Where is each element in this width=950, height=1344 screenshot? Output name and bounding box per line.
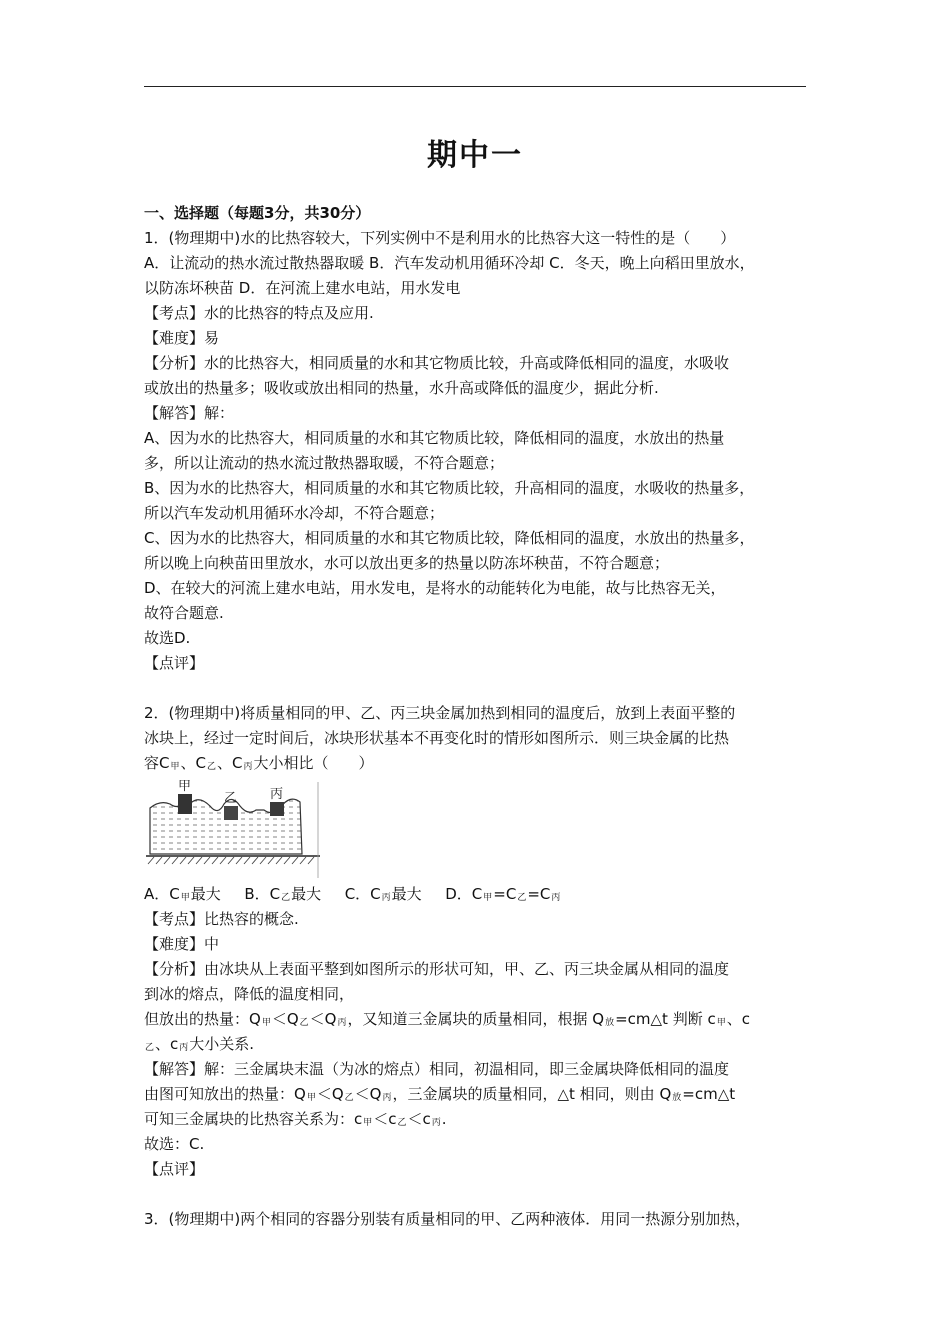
- q1-kaodian: 【考点】水的比热容的特点及应用.: [144, 304, 374, 322]
- label-yi: 乙: [224, 791, 238, 806]
- label-jia: 甲: [178, 780, 192, 794]
- q1-d-line-1: D、在较大的河流上建水电站，用水发电，是将水的动能转化为电能，故与比热容无关，: [144, 579, 726, 597]
- q1-d-line-2: 故符合题意.: [144, 604, 224, 622]
- q1-fenxi-line-1: 【分析】水的比热容大，相同质量的水和其它物质比较，升高或降低相同的温度，水吸收: [144, 354, 730, 372]
- metal-block-yi: [224, 806, 238, 820]
- section-heading: 一、选择题（每题3分，共30分）: [144, 204, 371, 222]
- q1-options-line-2: 以防冻坏秧苗 D．在河流上建水电站，用水发电: [144, 279, 461, 297]
- q2-fenxi-line-4: $_乙$、$c_丙$大小关系.: [145, 1035, 255, 1053]
- q2-jieda-line-3: 可知三金属块的比热容关系为：$c_甲<c_乙<c_丙$.: [144, 1110, 447, 1128]
- q2-fenxi-line-2: 到冰的熔点，降低的温度相同，: [144, 985, 355, 1003]
- page-title: 期中一: [427, 138, 523, 173]
- q1-dianping: 【点评】: [144, 654, 205, 672]
- header-rule: [144, 86, 806, 87]
- q1-b-line-2: 所以汽车发动机用循环水冷却，不符合题意；: [144, 504, 445, 522]
- q2-options: A．$C_甲$最大 B．$C_乙$最大 C．$C_丙$最大 D．$C_甲=C_乙=C_丙$: [144, 885, 561, 903]
- q2-dianping: 【点评】: [144, 1160, 205, 1178]
- q1-nandu: 【难度】易: [144, 329, 220, 347]
- q1-jieda: 【解答】解：: [144, 404, 235, 422]
- q1-stem: 1．(物理期中)水的比热容较大，下列实例中不是利用水的比热容大这一特性的是（ ）: [144, 229, 736, 247]
- q3-stem-line-1: 3．(物理期中)两个相同的容器分别装有质量相同的甲、乙两种液体．用同一热源分别加热，: [144, 1210, 751, 1228]
- q2-stem-line-3: 容$C_甲$、$C_乙$、$C_丙$大小相比（ ）: [144, 754, 374, 772]
- q2-kaodian: 【考点】比热容的概念.: [144, 910, 299, 928]
- document-body: [144, 201, 820, 1232]
- q2-nandu: 【难度】中: [144, 935, 220, 953]
- ice-block-figure: [144, 776, 820, 882]
- q1-fenxi-line-2: 或放出的热量多；吸收或放出相同的热量，水升高或降低的温度少，据此分析.: [144, 379, 659, 397]
- q1-options-line-1: A．让流动的热水流过散热器取暖 B．汽车发动机用循环冷却 C．冬天，晚上向稻田里放水，: [144, 254, 755, 272]
- q2-jieda-line-2: 由图可知放出的热量：$Q_甲<Q_乙<Q_丙$，三金属块的质量相同，△t 相同，则由 $Q_放=cm\triangle t$: [144, 1085, 736, 1103]
- q1-a-line-1: A、因为水的比热容大，相同质量的水和其它物质比较，降低相同的温度，水放出的热量: [144, 429, 725, 447]
- q2-stem-line-1: 2．(物理期中)将质量相同的甲、乙、丙三块金属加热到相同的温度后，放到上表面平整的: [144, 704, 736, 722]
- q1-b-line-1: B、因为水的比热容大，相同质量的水和其它物质比较，升高相同的温度，水吸收的热量多，: [144, 479, 755, 497]
- q2-stem-line-2: 冰块上，经过一定时间后，冰块形状基本不再变化时的情形如图所示．则三块金属的比热: [144, 729, 730, 747]
- q2-fenxi-line-1: 【分析】由冰块从上表面平整到如图所示的形状可知，甲、乙、丙三块金属从相同的温度: [144, 960, 730, 978]
- q2-fenxi-line-3: 但放出的热量：$Q_甲<Q_乙<Q_丙$，又知道三金属块的质量相同，根据 $Q_放=cm\triangle t$ 判断 $c_甲$、c: [144, 1010, 750, 1028]
- ice-metal-diagram: [144, 780, 324, 880]
- q1-a-line-2: 多，所以让流动的热水流过散热器取暖，不符合题意；: [144, 454, 505, 472]
- q2-answer: 故选：C.: [144, 1135, 205, 1153]
- q1-c-line-2: 所以晚上向秧苗田里放水，水可以放出更多的热量以防冻坏秧苗，不符合题意；: [144, 554, 670, 572]
- q1-c-line-1: C、因为水的比热容大，相同质量的水和其它物质比较，降低相同的温度，水放出的热量多，: [144, 529, 755, 547]
- q2-jieda-line-1: 【解答】解：三金属块末温（为冰的熔点）相同，初温相同，即三金属块降低相同的温度: [144, 1060, 730, 1078]
- label-bing: 丙: [270, 787, 284, 802]
- metal-block-bing: [270, 802, 284, 816]
- ground-hatching: [148, 857, 314, 864]
- q1-answer: 故选D.: [144, 629, 191, 647]
- metal-block-jia: [178, 794, 192, 814]
